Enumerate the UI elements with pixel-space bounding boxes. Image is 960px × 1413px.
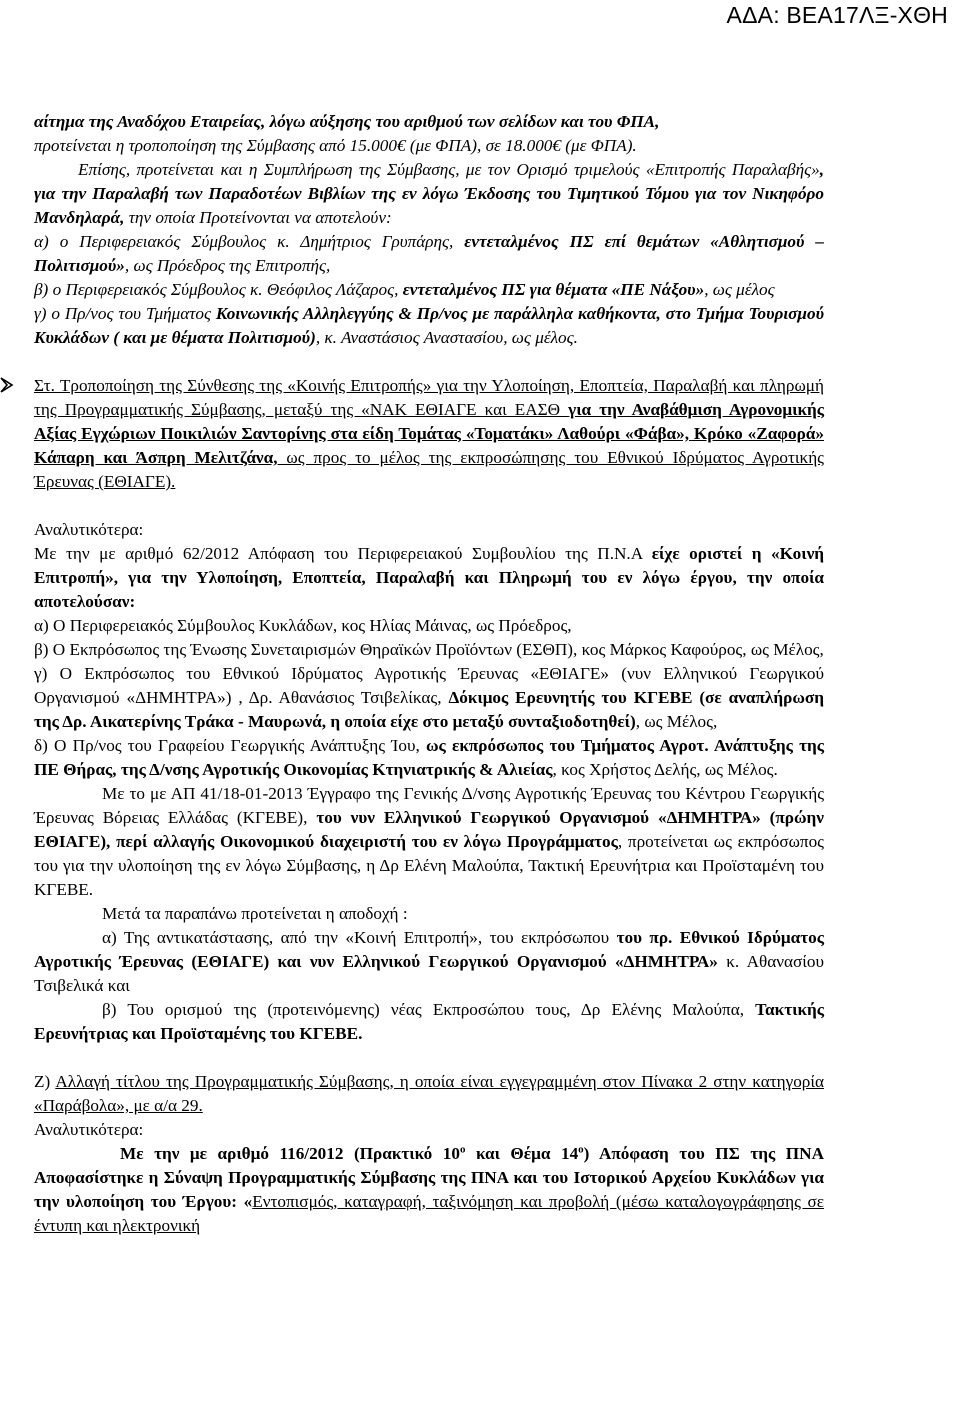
text-run: Με την με αριθμό 62/2012 Απόφαση του Περιφερειακού Συμβουλίου της Π.Ν.Α — [34, 544, 652, 563]
text-run: δ) Ο Πρ/νος του Γραφείου Γεωργικής Ανάπτυξης Ίου, — [34, 736, 426, 755]
text-run: , για την Παραλαβή των Παραδοτέων Βιβλίων της εν λόγω Έκδοσης του Τιμητικού Τόμου για τον Νικηφόρο Μανδηλαρά, — [34, 160, 825, 227]
text-run: την οποία Προτείνονται να αποτελούν: — [124, 208, 392, 227]
text-run: β) ο Περιφερειακός Σύμβουλος κ. Θεόφιλος Λάζαρος, — [34, 280, 403, 299]
text-run: , ως Πρόεδρος της Επιτροπής, — [124, 256, 331, 275]
item-d — [34, 734, 824, 782]
paragraph-committee-intro — [34, 110, 824, 230]
section-z — [34, 1070, 824, 1118]
text-run: για την Αναβάθμιση Αγρονομικής Αξίας Εγχώριων Ποικιλιών Σαντορίνης στα είδη Τομάτας «Τοματάκι» Λαθούρι «Φάβα», Κρόκο «Ζαφορά» Κάπαρη και Άσπρη Μελιτζάνα, — [34, 400, 824, 467]
analytic-label-2: Αναλυτικότερα: — [34, 1120, 144, 1139]
text-run: , κ. Αναστάσιος Αναστασίου, ως μέλος. — [315, 328, 578, 347]
member-a — [34, 230, 824, 278]
text-run: , προτείνεται ως εκπρόσωπος του για την υλοποίηση της εν λόγω Σύμβασης, η Δρ Ελένη Μαλούπα, Τακτική Ερευνήτρια και Προϊσταμένη του ΚΓΕΒΕ. — [34, 832, 824, 899]
paragraph-decision-116 — [34, 1142, 824, 1238]
paragraph-committee-members — [34, 230, 824, 350]
text-run: Κοινωνικής Αλληλεγγύης & Πρ/νος με παράλληλα καθήκοντα, στο Τμήμα Τουρισμού Κυκλάδων ( και με θέματα Πολιτισμού) — [34, 304, 824, 347]
section-st — [34, 374, 824, 494]
text-run: Με την με αριθμό 116/2012 (Πρακτικό 10 — [120, 1144, 460, 1163]
proposal-b — [34, 998, 824, 1046]
document-body — [34, 110, 824, 1238]
text-run: ο — [459, 1143, 466, 1156]
text-run: εντεταλμένος ΠΣ επί θεμάτων «Αθλητισμού – Πολιτισμού» — [34, 232, 824, 275]
text-run: κ. Αθανασίου Τσιβελικά και — [34, 952, 824, 995]
proposal-a — [34, 926, 824, 998]
analytic-label: Αναλυτικότερα: — [34, 520, 144, 539]
text-run: του νυν Ελληνικού Γεωργικού Οργανισμού «ΔΗΜΗΤΡΑ» (πρώην ΕΘΙΑΓΕ), περί αλλαγής Οικονομικού διαχειριστή του εν λόγω Προγράμματος — [34, 808, 824, 851]
text-run: Αλλαγή τίτλου της Προγραμματικής Σύμβασης, η οποία είναι εγγεγραμμένη στον Πίνακα 2 στην κατηγορία «Παράβολα», με α/α 29. — [34, 1072, 825, 1115]
text-run: Με το με ΑΠ 41/18-01-2013 Έγγραφο της Γενικής Δ/νσης Αγροτικής Έρευνας του Κέντρου Γεωργικής Έρευνας Βόρειας Ελλάδας (ΚΓΕΒΕ), — [34, 784, 824, 827]
ada-code: ΑΔΑ: ΒΕΑ17ΛΞ-ΧΘΗ — [726, 2, 948, 28]
text-run: γ) Ο Εκπρόσωπος του Εθνικού Ιδρύματος Αγροτικής Έρευνας «ΕΘΙΑΓΕ» (νυν Ελληνικού Γεωργικού Οργανισμού «ΔΗΜΗΤΡΑ») , Δρ. Αθανάσιος Τσιβελίκας, — [34, 664, 824, 707]
text-run: Τακτικής Ερευνήτριας και Προϊσταμένης του ΚΓΕΒΕ. — [34, 1000, 824, 1043]
paragraph-document — [34, 782, 824, 902]
member-b — [34, 278, 824, 302]
item-b: β) Ο Εκπρόσωπος της Ένωσης Συνεταιρισμών Θηραϊκών Προϊόντων (ΕΣΘΠ), κος Μάρκος Καφούρος, ως Μέλος, — [34, 640, 824, 659]
text-run: α) ο Περιφερειακός Σύμβουλος κ. Δημήτριος Γρυπάρης, — [34, 232, 465, 251]
paragraph-proposal: Μετά τα παραπάνω προτείνεται η αποδοχή : — [102, 904, 408, 923]
text-run: Δόκιμος Ερευνητής του ΚΓΕΒΕ (σε αναπλήρωση της Δρ. Αικατερίνης Τράκα - Μαυρωνά, η οποία είχε στο μεταξύ συνταξιοδοτηθεί) — [34, 688, 825, 731]
text-run: Ζ) — [34, 1072, 56, 1091]
member-c — [34, 302, 824, 350]
text-run: γ) ο Πρ/νος του Τμήματος — [34, 304, 216, 323]
text-run: «Επιτροπής Παραλαβής» — [645, 160, 820, 179]
text-run: β) Του ορισμού της (προτεινόμενης) νέας Εκπροσώπου τους, Δρ Ελένης Μαλούπα, — [102, 1000, 756, 1019]
text-run: και Θέμα 14 — [465, 1144, 579, 1163]
text-run: του πρ. Εθνικού Ιδρύματος Αγροτικής Έρευνας (ΕΘΙΑΓΕ) και νυν Ελληνικού Γεωργικού Οργανισμού «ΔΗΜΗΤΡΑ» — [34, 928, 824, 971]
text-run: ο — [578, 1143, 584, 1156]
text-run: ως εκπρόσωπος του Τμήματος Αγροτ. Ανάπτυξης της ΠΕ Θήρας, της Δ/νσης Αγροτικής Οικονομίας Κτηνιατρικής & Αλιείας — [34, 736, 825, 779]
item-c — [34, 662, 824, 734]
text-run: αίτημα της Αναδόχου Εταιρείας, λόγω αύξησης του αριθμού των σελίδων και του ΦΠΑ, — [34, 112, 660, 131]
text-run: ) Απόφαση του ΠΣ της ΠΝΑ Αποφασίστηκε η Σύναψη Προγραμματικής Σύμβασης της ΠΝΑ και του Ιστορικού Αρχείου Κυκλάδων για την υλοποίηση του Έργου: « — [34, 1144, 824, 1211]
text-run: είχε οριστεί η «Κοινή Επιτροπή», για την Υλοποίηση, Εποπτεία, Παραλαβή και Πληρωμή του εν λόγω έργου, την οποία αποτελούσαν: — [34, 544, 825, 611]
arrow-bullet-icon — [0, 375, 14, 395]
text-run: , ως Μέλος, — [635, 712, 718, 731]
text-run: εντεταλμένος ΠΣ για θέματα «ΠΕ Νάξου» — [402, 280, 705, 299]
text-run: προτείνεται η τροποποίηση της Σύμβασης από 15.000€ (με ΦΠΑ), σε 18.000€ (με ΦΠΑ). — [34, 136, 637, 155]
text-run: Εντοπισμός, καταγραφή, ταξινόμηση και προβολή (μέσω καταλογογράφησης σε έντυπη και ηλεκτρονική — [34, 1192, 825, 1235]
text-run: , ως μέλος — [704, 280, 775, 299]
text-run: ως προς το μέλος της εκπροσώπησης του Εθνικού Ιδρύματος Αγροτικής Έρευνας (ΕΘΙΑΓΕ). — [34, 448, 824, 491]
text-run: Επίσης, προτείνεται και η Συμπλήρωση της Σύμβασης, με τον Ορισμό τριμελούς — [78, 160, 640, 179]
paragraph-decision-62 — [34, 542, 824, 614]
text-run: α) Της αντικατάστασης, από την «Κοινή Επιτροπή», του εκπρόσωπου — [102, 928, 617, 947]
text-run: , κος Χρήστος Δελής, ως Μέλος. — [552, 760, 778, 779]
item-a: α) Ο Περιφερειακός Σύμβουλος Κυκλάδων, κος Ηλίας Μάινας, ως Πρόεδρος, — [34, 616, 572, 635]
text-run: Στ. Τροποποίηση της Σύνθεσης της «Κοινής Επιτροπής» για την Υλοποίηση, Εποπτεία, Παραλαβή και πληρωμή της Προγραμματικής Σύμβασης, μεταξύ της «ΝΑΚ ΕΘΙΑΓΕ και ΕΑΣΘ — [34, 376, 824, 419]
